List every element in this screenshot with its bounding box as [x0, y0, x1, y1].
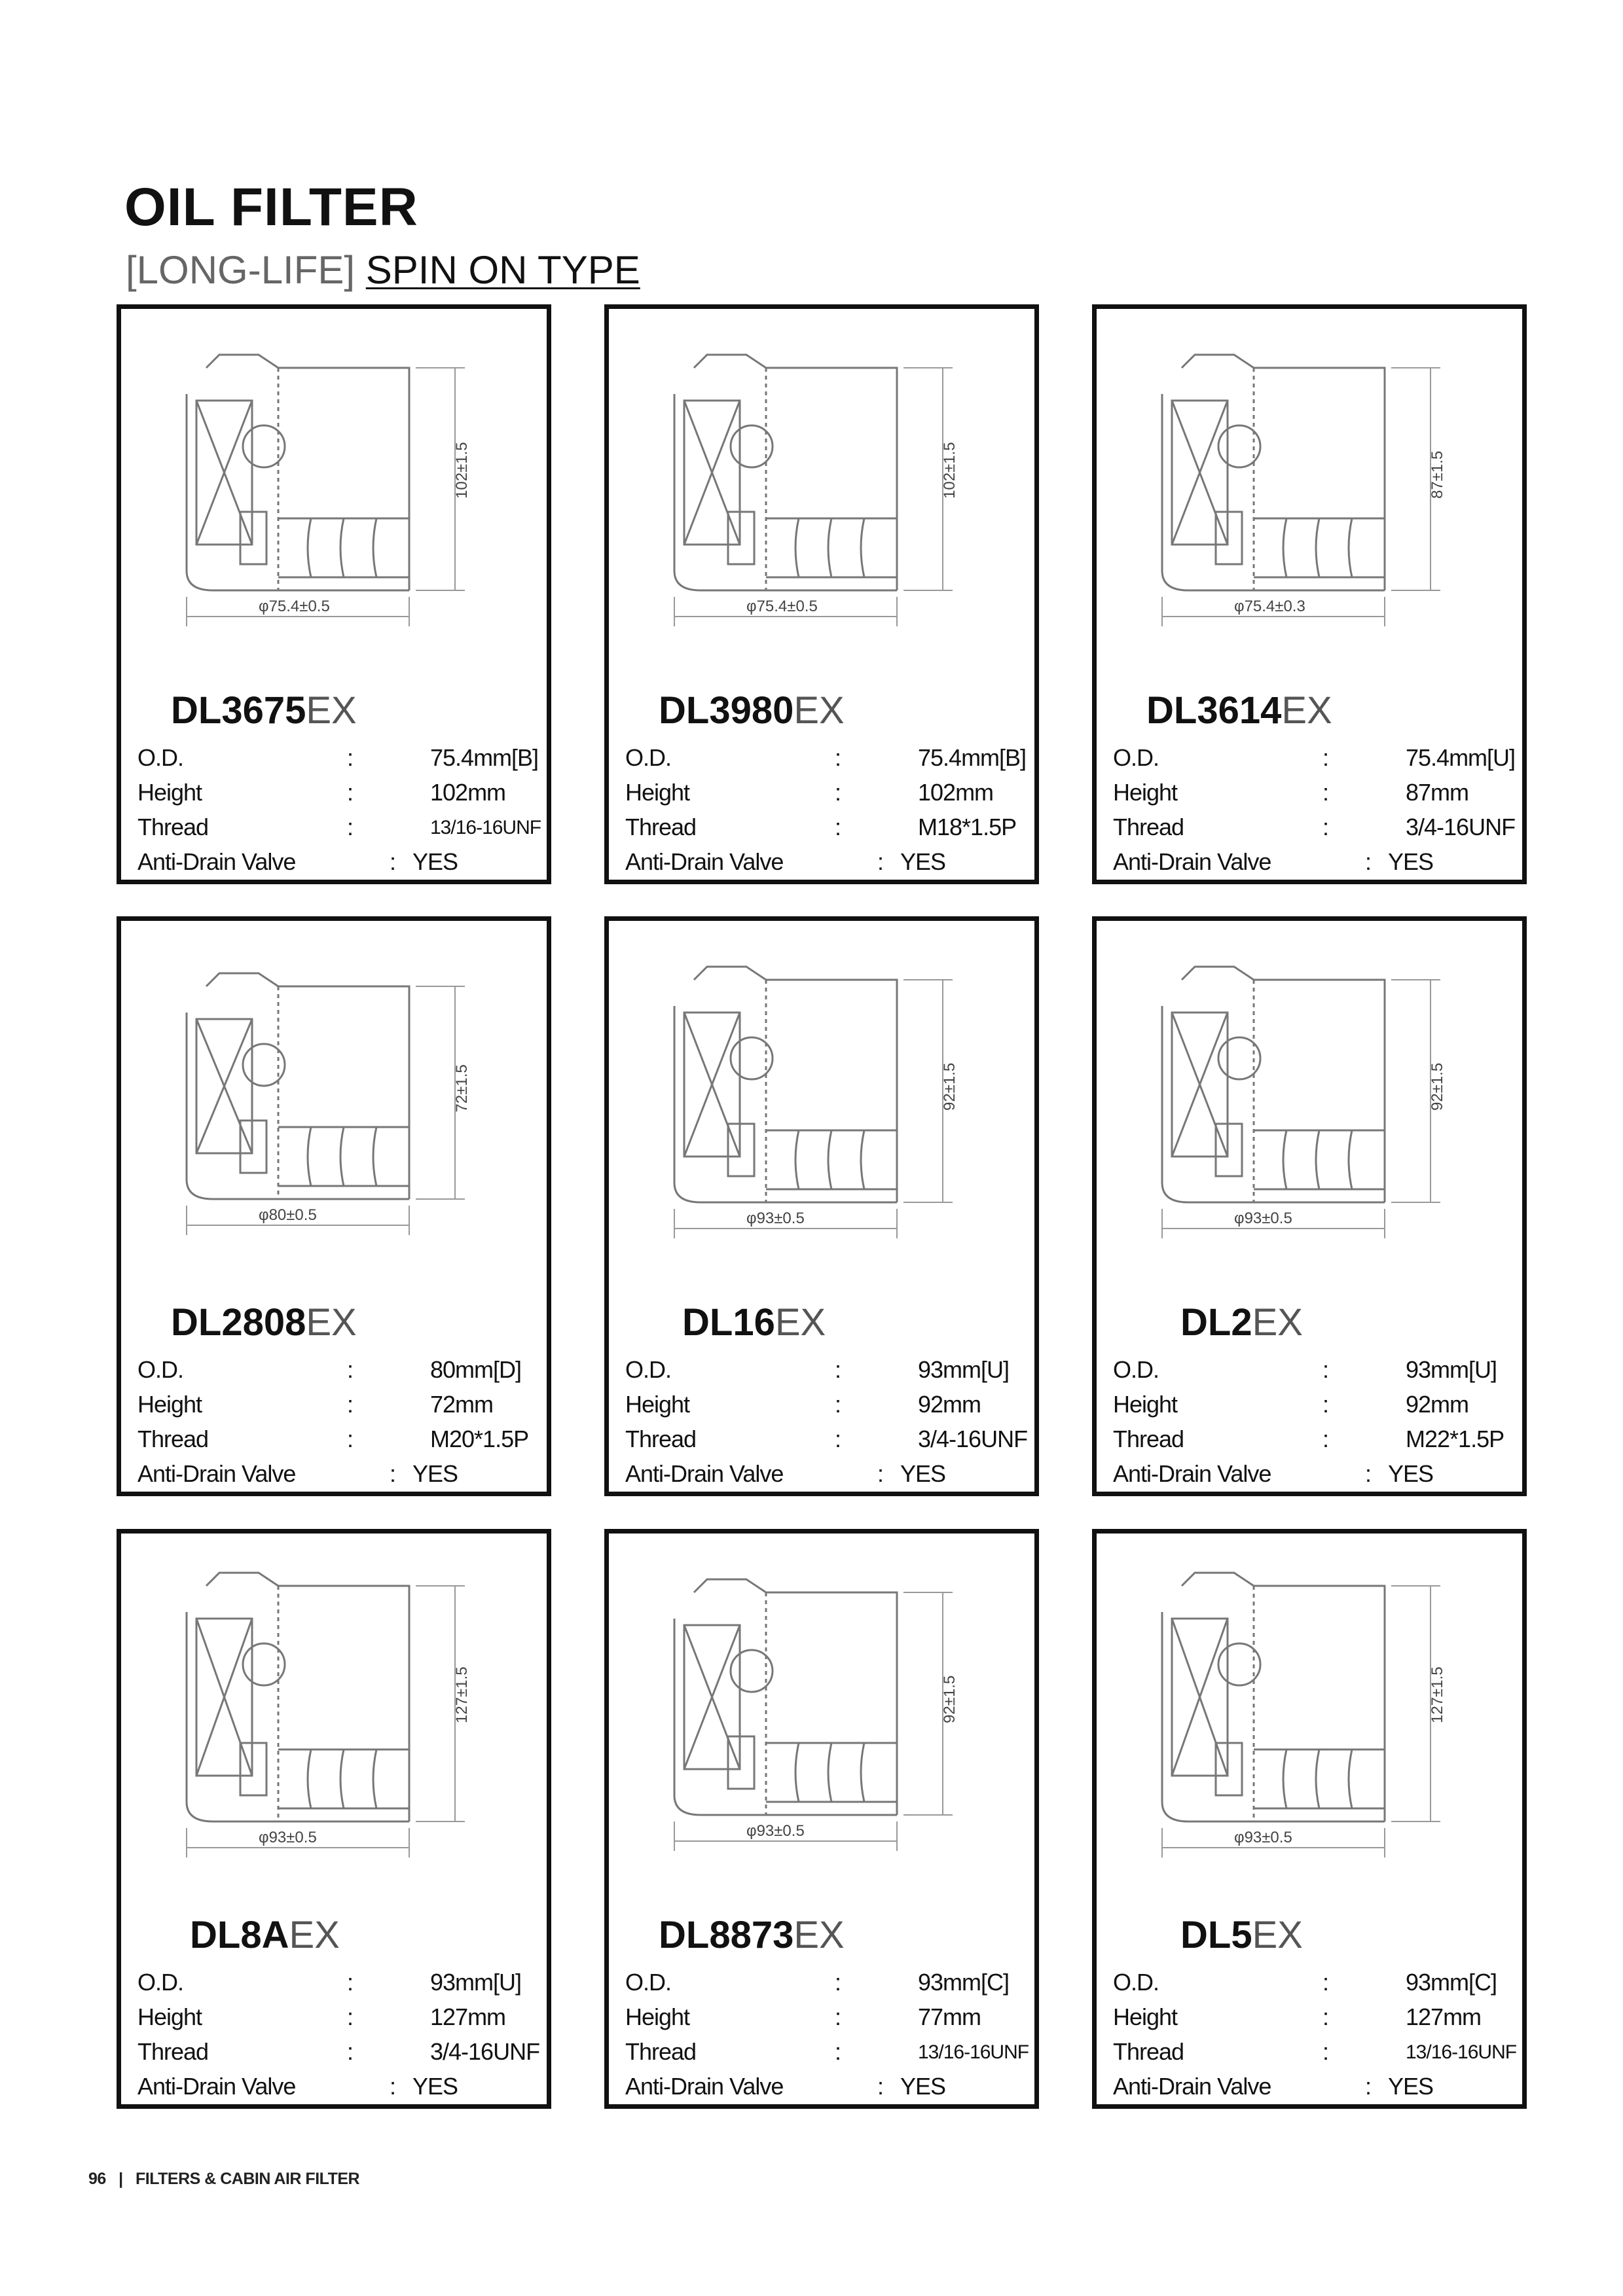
diameter-dimension-label: φ75.4±0.5: [746, 598, 818, 615]
spec-label: Anti-Drain Valve: [625, 1460, 784, 1487]
spec-label: Height: [625, 2003, 690, 2030]
spec-row-height: [625, 779, 1031, 814]
spec-label: O.D.: [1113, 744, 1159, 771]
spec-row-height: [1113, 1391, 1519, 1426]
model-suffix: EX: [306, 689, 357, 732]
model-code: DL5: [1180, 1914, 1252, 1956]
model-code: DL8A: [190, 1914, 289, 1956]
spec-value: 3/4-16UNF: [1406, 814, 1516, 840]
spec-row-height: [137, 779, 543, 814]
spec-colon: :: [835, 2003, 841, 2030]
spec-colon: :: [1322, 779, 1329, 806]
spec-label: Thread: [625, 814, 697, 840]
diameter-dimension-label: φ93±0.5: [1234, 1829, 1292, 1846]
spec-value: 93mm[C]: [1406, 1969, 1497, 1996]
spec-row-thread: [137, 814, 543, 848]
spec-label: O.D.: [1113, 1969, 1159, 1996]
spec-label: Thread: [1113, 2038, 1184, 2065]
height-dimension-label: 72±1.5: [453, 1064, 471, 1113]
model-suffix: EX: [1281, 689, 1332, 732]
spec-colon: :: [347, 1969, 354, 1996]
spec-row-thread: [625, 1426, 1031, 1460]
filter-drawing-svg: [147, 322, 527, 675]
spec-colon: :: [835, 814, 841, 840]
spec-table: [137, 744, 543, 883]
model-number: [121, 1913, 547, 1957]
spec-colon: :: [835, 779, 841, 806]
product-card: [117, 916, 551, 1496]
spec-value: 102mm: [430, 779, 506, 806]
spec-row-anti-drain-valve: [625, 848, 1031, 883]
height-dimension-label: 127±1.5: [1429, 1666, 1446, 1723]
spec-row-od: [1113, 1356, 1519, 1391]
product-card: [1092, 1529, 1527, 2109]
page-footer: [88, 2170, 359, 2189]
model-suffix: EX: [289, 1914, 340, 1956]
spec-label: Anti-Drain Valve: [1113, 848, 1271, 875]
spec-row-od: [625, 1356, 1031, 1391]
spec-value: YES: [412, 848, 458, 875]
model-number: [609, 1913, 1034, 1957]
spec-value: M18*1.5P: [918, 814, 1017, 840]
spec-label: Thread: [1113, 1426, 1184, 1452]
model-code: DL3980: [659, 689, 794, 732]
model-code: DL8873: [659, 1914, 794, 1956]
spec-label: Height: [625, 1391, 690, 1418]
spec-label: Thread: [137, 814, 209, 840]
spec-row-height: [137, 1391, 543, 1426]
spec-value: 127mm: [430, 2003, 506, 2030]
spec-colon: :: [347, 1426, 354, 1452]
model-code: DL3614: [1146, 689, 1282, 732]
spec-row-anti-drain-valve: [137, 2073, 543, 2108]
filter-cross-section-diagram: [147, 1547, 527, 1900]
spec-colon: :: [835, 1426, 841, 1452]
filter-drawing-svg: [635, 322, 1015, 675]
product-card: [117, 304, 551, 884]
height-dimension-label: 92±1.5: [941, 1062, 958, 1111]
spec-colon: :: [347, 744, 354, 771]
spec-value: 93mm[U]: [430, 1969, 522, 1996]
spec-label: Height: [137, 1391, 202, 1418]
spec-value: 80mm[D]: [430, 1356, 522, 1383]
spec-colon: :: [835, 1969, 841, 1996]
spec-label: Anti-Drain Valve: [625, 848, 784, 875]
spec-colon: :: [1322, 2038, 1329, 2065]
spec-colon: :: [1322, 1356, 1329, 1383]
spec-row-anti-drain-valve: [625, 1460, 1031, 1495]
spec-colon: :: [347, 779, 354, 806]
spec-colon: :: [1322, 2003, 1329, 2030]
spec-table: [1113, 744, 1519, 883]
spec-value: 93mm[U]: [1406, 1356, 1497, 1383]
model-number: [609, 1300, 1034, 1344]
spec-table: [625, 1969, 1031, 2108]
spec-row-anti-drain-valve: [625, 2073, 1031, 2108]
spec-value: 102mm: [918, 779, 994, 806]
spec-row-anti-drain-valve: [1113, 848, 1519, 883]
product-card: [604, 304, 1039, 884]
model-number: [609, 689, 1034, 732]
subtitle-bracket: [LONG-LIFE]: [126, 248, 356, 292]
filter-cross-section-diagram: [635, 1547, 1015, 1900]
filter-cross-section-diagram: [1123, 1547, 1503, 1900]
spec-label: O.D.: [137, 744, 184, 771]
spec-colon: :: [347, 814, 354, 840]
spec-label: Anti-Drain Valve: [137, 1460, 296, 1487]
spec-label: Height: [625, 779, 690, 806]
spec-value: 13/16-16UNF: [918, 2041, 1029, 2063]
spec-row-height: [625, 2003, 1031, 2038]
spec-value: M22*1.5P: [1406, 1426, 1504, 1452]
height-dimension-label: 92±1.5: [941, 1675, 958, 1723]
spec-label: Thread: [625, 1426, 697, 1452]
footer-separator: |: [119, 2170, 123, 2188]
model-suffix: EX: [793, 689, 845, 732]
spec-row-height: [625, 1391, 1031, 1426]
spec-value: YES: [900, 848, 946, 875]
diameter-dimension-label: φ93±0.5: [746, 1210, 805, 1227]
filter-drawing-svg: [1123, 934, 1503, 1287]
spec-label: O.D.: [625, 1356, 672, 1383]
model-suffix: EX: [306, 1301, 357, 1344]
filter-cross-section-diagram: [635, 322, 1015, 675]
filter-cross-section-diagram: [1123, 322, 1503, 675]
spec-row-od: [137, 1356, 543, 1391]
filter-cross-section-diagram: [635, 934, 1015, 1287]
spec-colon: :: [835, 2038, 841, 2065]
spec-value: 3/4-16UNF: [918, 1426, 1028, 1452]
filter-cross-section-diagram: [147, 934, 527, 1287]
spec-value: 13/16-16UNF: [430, 817, 541, 838]
spec-value: 92mm: [918, 1391, 981, 1418]
spec-table: [625, 744, 1031, 883]
spec-colon: :: [390, 2073, 396, 2100]
spec-row-height: [1113, 779, 1519, 814]
spec-table: [137, 1356, 543, 1495]
product-card: [1092, 304, 1527, 884]
page-subtitle: [126, 247, 640, 293]
spec-row-thread: [1113, 1426, 1519, 1460]
model-code: DL3675: [171, 689, 306, 732]
spec-value: YES: [1388, 2073, 1434, 2100]
spec-label: O.D.: [1113, 1356, 1159, 1383]
model-suffix: EX: [793, 1914, 845, 1956]
filter-drawing-svg: [1123, 322, 1503, 675]
spec-row-height: [137, 2003, 543, 2038]
model-code: DL16: [682, 1301, 775, 1344]
product-card: [117, 1529, 551, 2109]
product-card: [604, 916, 1039, 1496]
model-code: DL2: [1180, 1301, 1252, 1344]
footer-section: FILTERS & CABIN AIR FILTER: [136, 2170, 360, 2188]
spec-row-od: [137, 1969, 543, 2003]
spec-value: YES: [900, 2073, 946, 2100]
spec-colon: :: [1365, 2073, 1372, 2100]
spec-label: Thread: [137, 2038, 209, 2065]
spec-label: Height: [1113, 1391, 1178, 1418]
spec-table: [137, 1969, 543, 2108]
spec-colon: :: [877, 848, 884, 875]
spec-row-anti-drain-valve: [137, 1460, 543, 1495]
page-title: OIL FILTER: [124, 177, 418, 237]
spec-label: Anti-Drain Valve: [137, 2073, 296, 2100]
spec-label: Height: [1113, 779, 1178, 806]
diameter-dimension-label: φ93±0.5: [746, 1822, 805, 1840]
spec-label: O.D.: [137, 1969, 184, 1996]
model-suffix: EX: [1252, 1301, 1303, 1344]
spec-colon: :: [1322, 1391, 1329, 1418]
filter-drawing-svg: [1123, 1547, 1503, 1900]
filter-drawing-svg: [635, 934, 1015, 1287]
spec-row-od: [1113, 744, 1519, 779]
model-number: [121, 689, 547, 732]
spec-row-thread: [137, 1426, 543, 1460]
spec-value: 13/16-16UNF: [1406, 2041, 1517, 2063]
filter-cross-section-diagram: [147, 322, 527, 675]
spec-value: 75.4mm[B]: [430, 744, 539, 771]
spec-table: [1113, 1356, 1519, 1495]
spec-colon: :: [347, 2003, 354, 2030]
spec-row-od: [137, 744, 543, 779]
spec-table: [625, 1356, 1031, 1495]
spec-colon: :: [390, 848, 396, 875]
height-dimension-label: 102±1.5: [453, 442, 471, 499]
model-code: DL2808: [171, 1301, 306, 1344]
spec-label: Height: [137, 779, 202, 806]
spec-value: M20*1.5P: [430, 1426, 529, 1452]
spec-colon: :: [1322, 1969, 1329, 1996]
spec-value: 87mm: [1406, 779, 1469, 806]
spec-value: YES: [1388, 848, 1434, 875]
spec-value: YES: [412, 1460, 458, 1487]
filter-drawing-svg: [147, 934, 527, 1287]
spec-value: YES: [900, 1460, 946, 1487]
diameter-dimension-label: φ75.4±0.5: [259, 598, 330, 615]
spec-value: 92mm: [1406, 1391, 1469, 1418]
spec-colon: :: [347, 1391, 354, 1418]
spec-colon: :: [347, 1356, 354, 1383]
model-suffix: EX: [775, 1301, 826, 1344]
spec-row-thread: [1113, 2038, 1519, 2073]
model-number: [1097, 689, 1522, 732]
spec-row-anti-drain-valve: [1113, 1460, 1519, 1495]
spec-table: [1113, 1969, 1519, 2108]
model-suffix: EX: [1252, 1914, 1303, 1956]
spec-colon: :: [1365, 848, 1372, 875]
spec-value: YES: [1388, 1460, 1434, 1487]
spec-colon: :: [835, 744, 841, 771]
spec-label: Anti-Drain Valve: [1113, 1460, 1271, 1487]
spec-row-thread: [625, 814, 1031, 848]
spec-row-od: [625, 744, 1031, 779]
spec-label: Anti-Drain Valve: [137, 848, 296, 875]
spec-label: Thread: [1113, 814, 1184, 840]
page-number: 96: [88, 2170, 106, 2188]
spec-value: 77mm: [918, 2003, 981, 2030]
spec-colon: :: [835, 1391, 841, 1418]
product-card: [1092, 916, 1527, 1496]
spec-colon: :: [877, 2073, 884, 2100]
subtitle-type: SPIN ON TYPE: [365, 248, 640, 292]
spec-label: Anti-Drain Valve: [625, 2073, 784, 2100]
spec-label: O.D.: [625, 1969, 672, 1996]
height-dimension-label: 87±1.5: [1429, 450, 1446, 499]
model-number: [1097, 1913, 1522, 1957]
height-dimension-label: 102±1.5: [941, 442, 958, 499]
filter-drawing-svg: [635, 1547, 1015, 1900]
spec-label: Thread: [625, 2038, 697, 2065]
filter-cross-section-diagram: [1123, 934, 1503, 1287]
spec-value: 75.4mm[B]: [918, 744, 1027, 771]
spec-label: Anti-Drain Valve: [1113, 2073, 1271, 2100]
spec-colon: :: [1322, 814, 1329, 840]
spec-row-anti-drain-valve: [137, 848, 543, 883]
model-number: [121, 1300, 547, 1344]
diameter-dimension-label: φ80±0.5: [259, 1206, 317, 1224]
spec-label: Height: [1113, 2003, 1178, 2030]
product-card: [604, 1529, 1039, 2109]
spec-value: 72mm: [430, 1391, 494, 1418]
height-dimension-label: 127±1.5: [453, 1666, 471, 1723]
filter-drawing-svg: [147, 1547, 527, 1900]
spec-colon: :: [390, 1460, 396, 1487]
spec-label: O.D.: [137, 1356, 184, 1383]
spec-value: 3/4-16UNF: [430, 2038, 540, 2065]
spec-colon: :: [1365, 1460, 1372, 1487]
spec-label: Height: [137, 2003, 202, 2030]
spec-row-thread: [137, 2038, 543, 2073]
spec-value: 93mm[U]: [918, 1356, 1010, 1383]
height-dimension-label: 92±1.5: [1429, 1062, 1446, 1111]
spec-value: 75.4mm[U]: [1406, 744, 1516, 771]
diameter-dimension-label: φ93±0.5: [259, 1829, 317, 1846]
spec-value: YES: [412, 2073, 458, 2100]
spec-row-thread: [625, 2038, 1031, 2073]
spec-value: 127mm: [1406, 2003, 1482, 2030]
spec-label: O.D.: [625, 744, 672, 771]
diameter-dimension-label: φ75.4±0.3: [1234, 598, 1305, 615]
spec-value: 93mm[C]: [918, 1969, 1010, 1996]
spec-row-anti-drain-valve: [1113, 2073, 1519, 2108]
spec-colon: :: [835, 1356, 841, 1383]
model-number: [1097, 1300, 1522, 1344]
diameter-dimension-label: φ93±0.5: [1234, 1210, 1292, 1227]
spec-row-od: [1113, 1969, 1519, 2003]
spec-row-od: [625, 1969, 1031, 2003]
spec-row-height: [1113, 2003, 1519, 2038]
spec-colon: :: [347, 2038, 354, 2065]
spec-label: Thread: [137, 1426, 209, 1452]
spec-row-thread: [1113, 814, 1519, 848]
spec-colon: :: [877, 1460, 884, 1487]
spec-colon: :: [1322, 1426, 1329, 1452]
spec-colon: :: [1322, 744, 1329, 771]
